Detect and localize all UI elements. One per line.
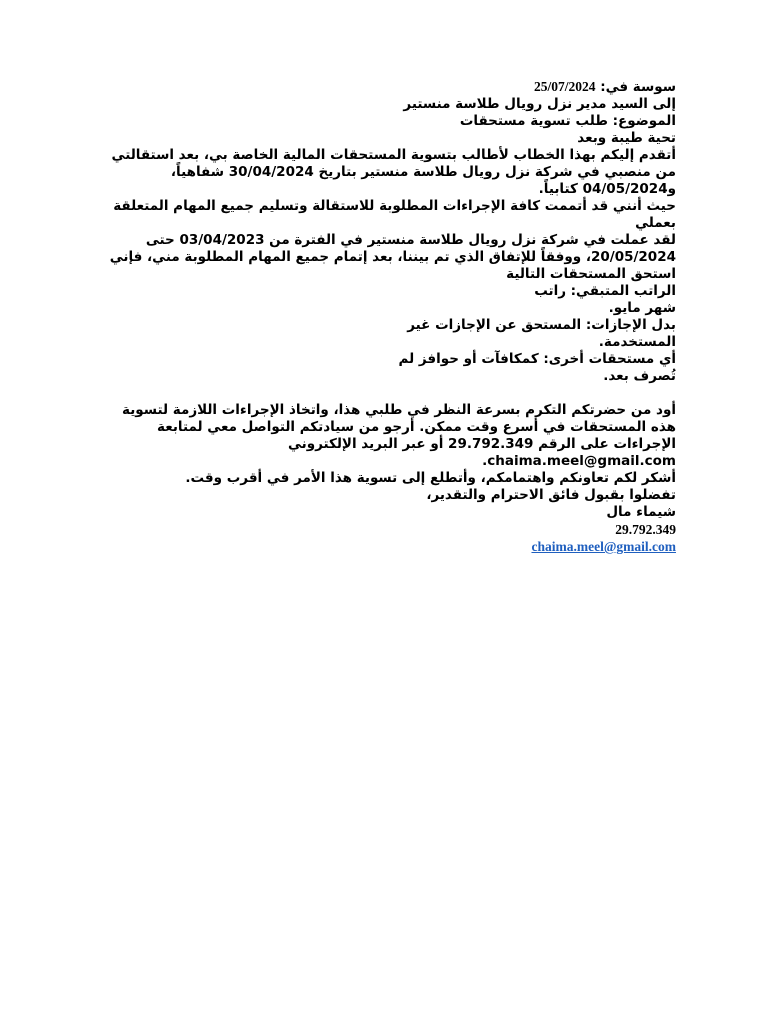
closing-line: تفضلوا بقبول فائق الاحترام والتقدير، — [426, 487, 676, 503]
signature-name: شيماء مال — [606, 504, 676, 520]
letter-date — [96, 78, 676, 96]
employment-paragraph: لقد عملت في شركة نزل رويال طلاسة منستير في الفترة من 03/04/2023 حتى 20/05/2024، ووفقاً للإتفاق الذي تم بيننا، بعد إتمام جميع المهام المطلوبة مني، فإني استحق المستحقات التالية — [109, 232, 676, 282]
letter-page — [96, 78, 676, 556]
signature-email-link[interactable]: chaima.meel@gmail.com — [531, 539, 676, 554]
thanks-line: أشكر لكم تعاونكم واهتمامكم، وأتطلع إلى تسوية هذا الأمر في أقرب وقت. — [185, 470, 676, 486]
dues-item-other: أي مستحقات أخرى: كمكافآت أو حوافز لم تُصرف بعد. — [398, 351, 676, 384]
greeting-line: تحية طيبة وبعد — [577, 130, 676, 146]
procedures-paragraph: حيث أنني قد أتممت كافة الإجراءات المطلوبة للاستقالة وتسليم جميع المهام المتعلقة بعملي — [113, 198, 676, 231]
recipient-line: إلى السيد مدير نزل رويال طلاسة منستير — [403, 96, 676, 112]
date-value: 25/07/2024 — [533, 79, 596, 94]
dues-item-salary: الراتب المتبقي: راتب شهر مايو. — [534, 283, 676, 316]
dues-item-leave: بدل الإجازات: المستحق عن الإجازات غير المستخدمة. — [407, 317, 676, 350]
resignation-paragraph: أتقدم إليكم بهذا الخطاب لأطالب بتسوية المستحقات المالية الخاصة بي، بعد استقالتي من منصبي في شركة نزل رويال طلاسة منستير بتاريخ 30/04/2024 شفاهياً، و04/05/2024 كتابياً. — [111, 147, 676, 197]
signature-phone: 29.792.349 — [615, 522, 676, 537]
subject-line: الموضوع: طلب تسوية مستحقات — [459, 113, 676, 129]
date-label: سوسة في: — [600, 79, 676, 95]
request-paragraph: أود من حضرتكم التكرم بسرعة النظر في طلبي هذا، واتخاذ الإجراءات اللازمة لتسوية هذه المستحقات في أسرع وقت ممكن. أرجو من سيادتكم التواصل معي لمتابعة الإجراءات على الرقم 29.792.349 أو عبر البريد الإلكتروني chaima.meel@gmail.com. — [122, 402, 676, 469]
